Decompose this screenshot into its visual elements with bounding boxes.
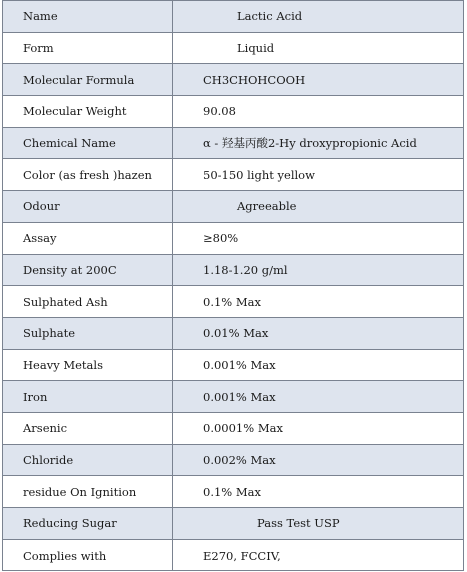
table-row (3, 476, 463, 508)
table-row (3, 540, 463, 571)
property-value: 0.0001% Max (203, 421, 283, 436)
property-value: ≥80% (203, 231, 239, 246)
table-row (3, 318, 463, 350)
property-value: 90.08 (203, 104, 236, 119)
property-name: Sulphated Ash (3, 286, 173, 317)
property-name: Name (3, 1, 173, 32)
spec-table (2, 0, 464, 571)
property-name: Reducing Sugar (3, 508, 173, 539)
property-name: Odour (3, 191, 173, 222)
table-row (3, 64, 463, 96)
property-name: Form (3, 33, 173, 64)
property-value: 0.001% Max (203, 389, 276, 404)
table-row (3, 286, 463, 318)
property-name: Sulphate (3, 318, 173, 349)
property-name: Color (as fresh )hazen (3, 159, 173, 190)
property-name: Density at 200C (3, 255, 173, 286)
property-name: Molecular Formula (3, 64, 173, 95)
property-value: Lactic Acid (237, 9, 303, 24)
property-name: Complies with (3, 540, 173, 571)
table-row (3, 96, 463, 128)
property-value: α - 羟基丙酸2-Hy droxypropionic Acid (203, 136, 417, 151)
table-row (3, 191, 463, 223)
table-row (3, 350, 463, 382)
table-row (3, 508, 463, 540)
property-name: Chloride (3, 445, 173, 476)
table-row (3, 255, 463, 287)
property-name: Molecular Weight (3, 96, 173, 127)
property-value: 0.01% Max (203, 326, 269, 341)
property-name: Heavy Metals (3, 350, 173, 381)
property-value: E270, FCCIV, (203, 549, 281, 564)
table-row (3, 381, 463, 413)
property-value: 0.1% Max (203, 484, 261, 499)
table-row (3, 159, 463, 191)
property-name: residue On Ignition (3, 476, 173, 507)
property-value: Agreeable (237, 199, 297, 214)
table-row (3, 413, 463, 445)
property-name: Iron (3, 381, 173, 412)
property-value: 0.001% Max (203, 357, 276, 372)
property-value: Pass Test USP (257, 516, 340, 531)
property-name: Assay (3, 223, 173, 254)
table-row (3, 33, 463, 65)
table-row (3, 1, 463, 33)
property-value: Liquid (237, 41, 275, 56)
property-name: Chemical Name (3, 128, 173, 159)
table-row (3, 128, 463, 160)
property-value: 0.1% Max (203, 294, 261, 309)
property-value: 0.002% Max (203, 452, 276, 467)
property-value: 50-150 light yellow (203, 167, 315, 182)
property-name: Arsenic (3, 413, 173, 444)
property-value: 1.18-1.20 g/ml (203, 262, 288, 277)
table-row (3, 445, 463, 477)
table-row (3, 223, 463, 255)
property-value: CH3CHOHCOOH (203, 72, 306, 87)
